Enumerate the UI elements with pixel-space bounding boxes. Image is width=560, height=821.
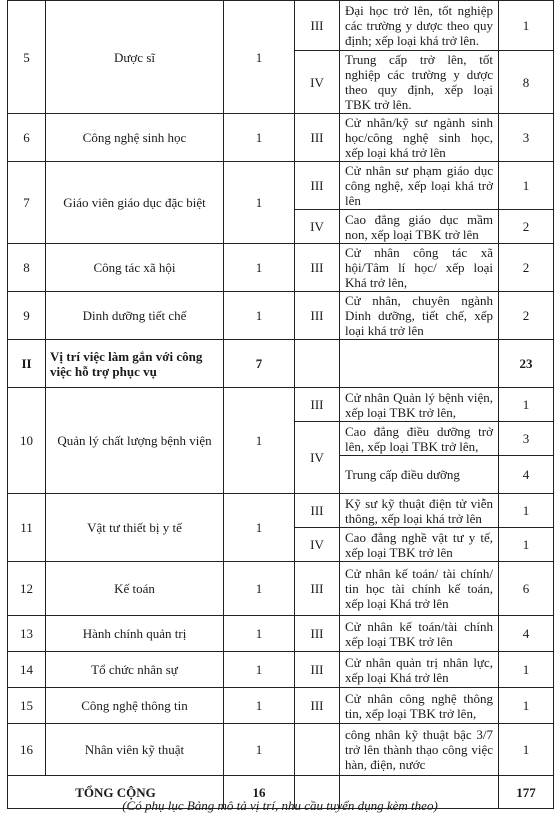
rank: IV	[295, 210, 340, 244]
position-name: Quản lý chất lượng bệnh viện	[46, 388, 224, 494]
row-stt: 9	[8, 292, 46, 340]
position-name: Nhân viên kỹ thuật	[46, 724, 224, 776]
section-count: 7	[224, 340, 295, 388]
position-count: 1	[224, 724, 295, 776]
position-count: 1	[224, 1, 295, 114]
rank: III	[295, 562, 340, 616]
rank: III	[295, 652, 340, 688]
rank: IV	[295, 51, 340, 114]
row-stt: 8	[8, 244, 46, 292]
section-row	[8, 340, 554, 388]
position-count: 1	[224, 244, 295, 292]
table-row	[8, 292, 554, 340]
position-count: 1	[224, 114, 295, 162]
table-row	[8, 114, 554, 162]
rank: III	[295, 244, 340, 292]
table-row	[8, 244, 554, 292]
rank	[295, 724, 340, 776]
rank: III	[295, 1, 340, 51]
qualification: Cử nhân công tác xã hội/Tâm lí học/ xếp loại Khá trở lên,	[340, 244, 499, 292]
recruitment-table-sheet	[7, 0, 553, 809]
qualification: công nhân kỹ thuật bậc 3/7 trở lên thành thạo công việc hàn, điện, nước	[340, 724, 499, 776]
position-count: 1	[224, 494, 295, 562]
table-row	[8, 1, 554, 51]
table-row	[8, 388, 554, 422]
rank: III	[295, 292, 340, 340]
position-count: 1	[224, 652, 295, 688]
position-name: Dinh dưỡng tiết chế	[46, 292, 224, 340]
qualification: Đại học trở lên, tốt nghiệp các trường y dược theo quy định; xếp loại khá trở lên.	[340, 1, 499, 51]
position-count: 1	[224, 616, 295, 652]
row-stt: 16	[8, 724, 46, 776]
quantity: 1	[499, 528, 554, 562]
quantity: 6	[499, 562, 554, 616]
rank: III	[295, 494, 340, 528]
row-stt: 14	[8, 652, 46, 688]
qualification: Cử nhân/kỹ sư ngành sinh học/công nghệ sinh học, xếp loại khá trở lên	[340, 114, 499, 162]
table-row	[8, 652, 554, 688]
position-name: Công nghệ thông tin	[46, 688, 224, 724]
row-stt: 5	[8, 1, 46, 114]
footnote: (Có phụ lục Bảng mô tả vị trí, nhu cầu tuyển dụng kèm theo)	[122, 798, 438, 813]
rank: III	[295, 388, 340, 422]
row-stt: 13	[8, 616, 46, 652]
qualification: Cao đẳng điều dưỡng trở lên, xếp loại TBK trở lên,	[340, 422, 499, 456]
quantity: 2	[499, 292, 554, 340]
row-stt: 12	[8, 562, 46, 616]
qualification: Cao đẳng nghề vật tư y tế, xếp loại TBK trở lên	[340, 528, 499, 562]
position-name: Giáo viên giáo dục đặc biệt	[46, 162, 224, 244]
position-name: Dược sĩ	[46, 1, 224, 114]
quantity: 3	[499, 114, 554, 162]
recruitment-table	[7, 0, 554, 809]
total-quantity: 177	[499, 776, 554, 809]
table-row	[8, 724, 554, 776]
section-stt: II	[8, 340, 46, 388]
quantity: 2	[499, 210, 554, 244]
empty-cell	[295, 340, 340, 388]
position-name: Công nghệ sinh học	[46, 114, 224, 162]
qualification: Trung cấp điều dưỡng	[340, 456, 499, 494]
table-row	[8, 562, 554, 616]
rank: III	[295, 114, 340, 162]
position-name: Vật tư thiết bị y tế	[46, 494, 224, 562]
rank: IV	[295, 528, 340, 562]
quantity: 8	[499, 51, 554, 114]
rank: III	[295, 616, 340, 652]
qualification: Trung cấp trở lên, tốt nghiệp các trường y dược theo quy định, xếp loại TBK trở lên.	[340, 51, 499, 114]
quantity: 1	[499, 494, 554, 528]
quantity: 1	[499, 388, 554, 422]
position-name: Tổ chức nhân sự	[46, 652, 224, 688]
qualification: Cử nhân, chuyên ngành Dinh dưỡng, tiết chế, xếp loại khá trở lên	[340, 292, 499, 340]
quantity: 3	[499, 422, 554, 456]
total-label: TỔNG CỘNG	[8, 776, 224, 809]
rank: III	[295, 688, 340, 724]
position-count: 1	[224, 688, 295, 724]
qualification: Kỹ sư kỹ thuật điện tử viễn thông, xếp loại khá trở lên	[340, 494, 499, 528]
quantity: 4	[499, 616, 554, 652]
position-count: 1	[224, 562, 295, 616]
position-count: 1	[224, 388, 295, 494]
quantity: 4	[499, 456, 554, 494]
qualification: Cử nhân sư phạm giáo dục công nghệ, xếp loại khá trở lên	[340, 162, 499, 210]
position-count: 1	[224, 162, 295, 244]
quantity: 2	[499, 244, 554, 292]
quantity: 1	[499, 688, 554, 724]
quantity: 1	[499, 652, 554, 688]
row-stt: 6	[8, 114, 46, 162]
table-row	[8, 616, 554, 652]
position-name: Hành chính quản trị	[46, 616, 224, 652]
rank: III	[295, 162, 340, 210]
quantity: 1	[499, 162, 554, 210]
qualification: Cử nhân kế toán/tài chính xếp loại TBK trở lên	[340, 616, 499, 652]
empty-cell	[340, 340, 499, 388]
rank: IV	[295, 422, 340, 494]
row-stt: 10	[8, 388, 46, 494]
table-row	[8, 494, 554, 528]
table-row	[8, 162, 554, 210]
qualification: Cử nhân quản trị nhân lực, xếp loại Khá trở lên	[340, 652, 499, 688]
position-name: Kế toán	[46, 562, 224, 616]
row-stt: 7	[8, 162, 46, 244]
quantity: 1	[499, 1, 554, 51]
qualification: Cao đẳng giáo dục mầm non, xếp loại TBK trở lên	[340, 210, 499, 244]
table-row	[8, 688, 554, 724]
position-name: Công tác xã hội	[46, 244, 224, 292]
section-quantity: 23	[499, 340, 554, 388]
section-name: Vị trí việc làm gắn với công việc hỗ trợ phục vụ	[46, 340, 224, 388]
row-stt: 15	[8, 688, 46, 724]
qualification: Cử nhân kế toán/ tài chính/ tin học tài chính kế toán, xếp loại Khá trở lên	[340, 562, 499, 616]
row-stt: 11	[8, 494, 46, 562]
position-count: 1	[224, 292, 295, 340]
quantity: 1	[499, 724, 554, 776]
total-count: 16	[224, 776, 295, 809]
qualification: Cử nhân công nghệ thông tin, xếp loại TBK trở lên,	[340, 688, 499, 724]
qualification: Cử nhân Quản lý bệnh viện, xếp loại TBK trở lên,	[340, 388, 499, 422]
